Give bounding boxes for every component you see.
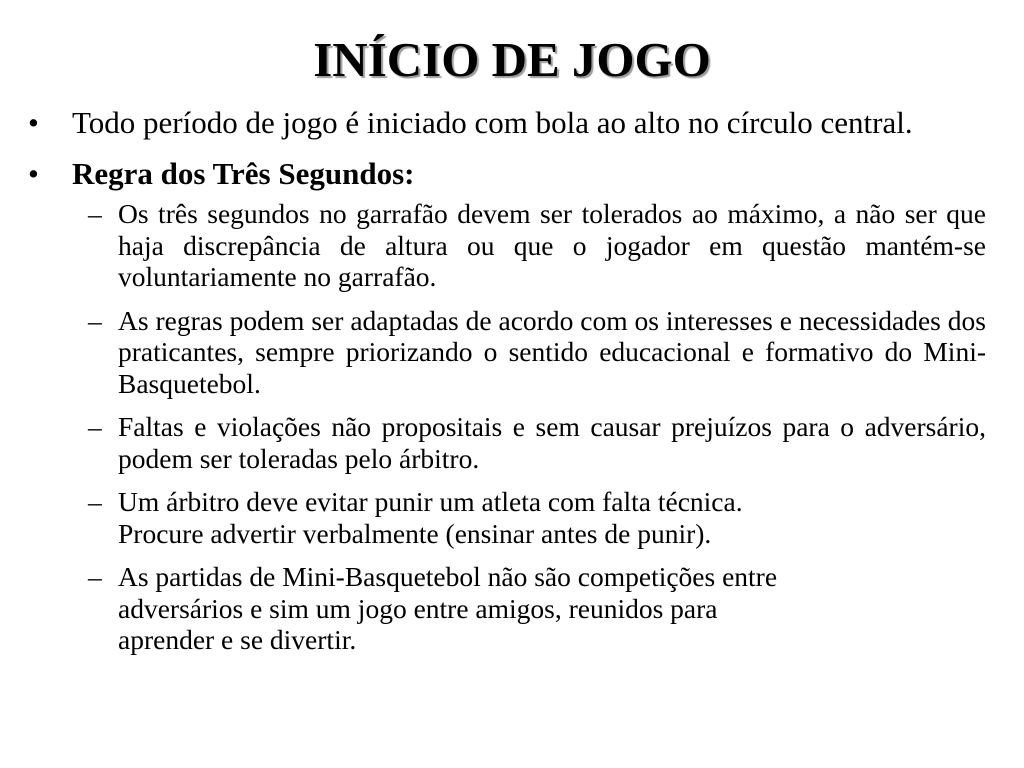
sub-item-text: As regras podem ser adaptadas de acordo com os interesses e necessidades dos praticantes, sempre priorizando o sentido educacional e formativo do Mini-Basquetebol.: [118, 304, 986, 399]
sub-item-text: Os três segundos no garrafão devem ser tolerados ao máximo, a não ser que haja discrepância de altura ou que o jogador em questão mantém-se voluntariamente no garrafão.: [118, 198, 986, 292]
sub-item-text-line: Um árbitro deve evitar punir um atleta com falta técnica.: [118, 486, 743, 517]
bullet-item: [28, 157, 986, 190]
sub-item-text-line: aprender e se divertir.: [118, 624, 357, 655]
sub-item: [88, 561, 986, 656]
sub-item: [88, 305, 986, 400]
dash-marker: –: [88, 198, 102, 229]
sub-item: [88, 198, 986, 293]
bullet-marker: •: [28, 105, 39, 140]
bullet-item: [28, 106, 986, 139]
dash-marker: –: [88, 561, 102, 592]
sub-item: [88, 411, 986, 474]
bullet-marker: •: [28, 156, 39, 191]
sub-list: [88, 198, 986, 656]
bullet-heading: Regra dos Três Segundos:: [72, 156, 415, 191]
dash-marker: –: [88, 411, 102, 442]
sub-item-text-line: adversários e sim um jogo entre amigos, reunidos para: [118, 592, 718, 624]
dash-marker: –: [88, 486, 102, 517]
sub-item: [88, 486, 986, 549]
sub-item-text-line: As partidas de Mini-Basquetebol não são competições entre: [118, 561, 778, 592]
sub-item-text-line: Procure advertir verbalmente (ensinar antes de punir).: [118, 517, 712, 549]
dash-marker: –: [88, 304, 102, 336]
bullet-text: Todo período de jogo é iniciado com bola ao alto no círculo central.: [72, 105, 913, 140]
sub-item-text: Faltas e violações não propositais e sem causar prejuízos para o adversário, podem ser toleradas pelo árbitro.: [118, 411, 986, 474]
slide-title: INÍCIO DE JOGO: [313, 32, 711, 87]
slide-body: [28, 106, 986, 668]
